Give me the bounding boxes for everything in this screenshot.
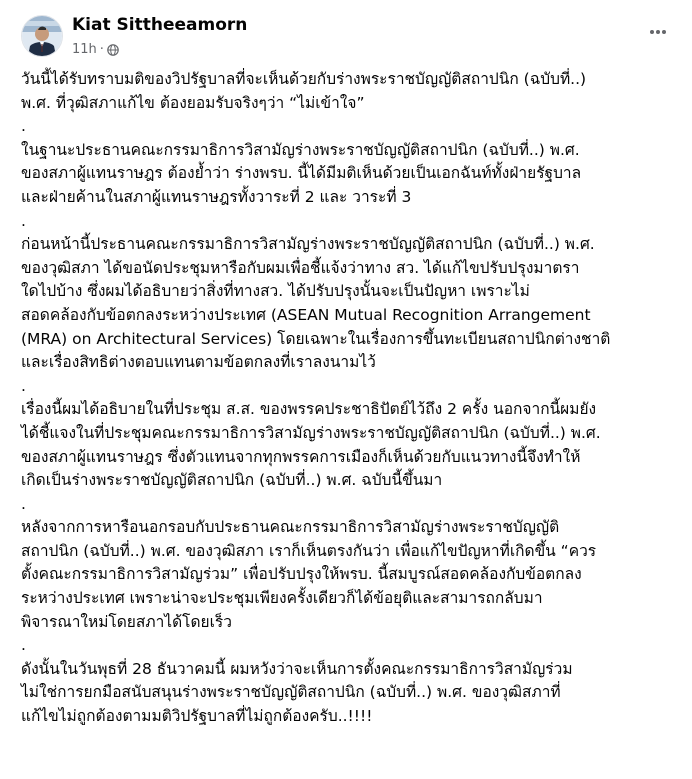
globe-icon[interactable]	[107, 44, 119, 56]
post-meta	[72, 42, 119, 57]
post-paragraph: ดังนั้นในวันพุธที่ 28 ธันวาคมนี้ ผมหวังว่าจะเห็นการตั้งคณะกรรมาธิการวิสามัญร่วม ไม่ใช่การยกมือสนับสนุนร่างพระราชบัญญัติสถาปนิก (ฉบับที่..) พ.ศ. ของวุฒิสภาที่ แก้ไขไม่ถูกต้องตามมติวิปรัฐบาลที่ไม่ถูกต้องครับ..!!!!	[21, 659, 573, 726]
post-header	[0, 0, 692, 64]
post-timestamp[interactable]: 11h	[72, 42, 97, 57]
more-horizontal-icon	[649, 29, 667, 35]
author-avatar[interactable]	[21, 15, 63, 57]
post-paragraph: ก่อนหน้านี้ประธานคณะกรรมาธิการวิสามัญร่างพระราชบัญญัติสถาปนิก (ฉบับที่..) พ.ศ. ของวุฒิสภา ได้ขอนัดประชุมหารือกับผมเพื่อชี้แจ้งว่าทาง สว. ได้แก้ไขปรับปรุงมาตรา ใดไปบ้าง ซึ่งผมได้อธิบายว่าสิ่งที่ทางสว. ได้ปรับปรุงนั้นจะเป็นปัญหา เพราะไม่ สอดคล้องกับข้อตกลงระหว่างประเทศ (ASEAN Mutual Recognition Arrangement (MRA) on Architectural Services) โดยเฉพาะในเรื่องการขึ้นทะเบียนสถาปนิกต่างชาติ และเรื่องสิทธิต่างตอบแทนตามข้อตกลงที่เราลงนามไว้ .	[21, 235, 611, 395]
post-text	[21, 68, 677, 729]
profile-photo	[22, 16, 62, 56]
meta-separator: ·	[99, 42, 104, 57]
more-options-button[interactable]	[644, 22, 672, 42]
author-name[interactable]: Kiat Sittheeamorn	[72, 15, 248, 35]
post-paragraph: ในฐานะประธานคณะกรรมาธิการวิสามัญร่างพระราชบัญญัติสถาปนิก (ฉบับที่..) พ.ศ. ของสภาผู้แทนราษฎร ต้องย้ำว่า ร่างพรบ. นี้ได้มีมติเห็นด้วยเป็นเอกฉันท์ทั้งฝ่ายรัฐบาล และฝ่ายค้านในสภาผู้แทนราษฎรทั้งวาระที่ 2 และ วาระที่ 3 .	[21, 140, 582, 230]
post-paragraph: เรื่องนี้ผมได้อธิบายในที่ประชุม ส.ส. ของพรรคประชาธิปัตย์ไว้ถึง 2 ครั้ง นอกจากนี้ผมยัง ได้ชี้แจงในที่ประชุมคณะกรรมาธิการวิสามัญร่างพระราชบัญญัติสถาปนิก (ฉบับที่..) พ.ศ. ของสภาผู้แทนราษฎร ซึ่งตัวแทนจากทุกพรรคการเมืองก็เห็นด้วยกับแนวทางนี้จึงทำให้ เกิดเป็นร่างพระราชบัญญัติสถาปนิก (ฉบับที่..) พ.ศ. ฉบับนี้ขึ้นมา .	[21, 400, 601, 513]
post-paragraph: วันนี้ได้รับทราบมติของวิปรัฐบาลที่จะเห็นด้วยกับร่างพระราชบัญญัติสถาปนิก (ฉบับที่..) พ.ศ. ที่วุฒิสภาแก้ไข ต้องยอมรับจริงๆว่า “ไม่เข้าใจ” .	[21, 70, 587, 136]
post-paragraph: หลังจากการหารือนอกรอบกับประธานคณะกรรมาธิการวิสามัญร่างพระราชบัญญัติ สถาปนิก (ฉบับที่..) พ.ศ. ของวุฒิสภา เราก็เห็นตรงกันว่า เพื่อแก้ไขปัญหาที่เกิดขึ้น “ควร ตั้งคณะกรรมาธิการวิสามัญร่วม” เพื่อปรับปรุงให้พรบ. นี้สมบูรณ์สอดคล้องกับข้อตกลง ระหว่างประเทศ เพราะน่าจะประชุมเพียงครั้งเดียวก็ได้ข้อยุติและสามารถกลับมา พิจารณาใหม่โดยสภาได้โดยเร็ว .	[21, 518, 597, 655]
